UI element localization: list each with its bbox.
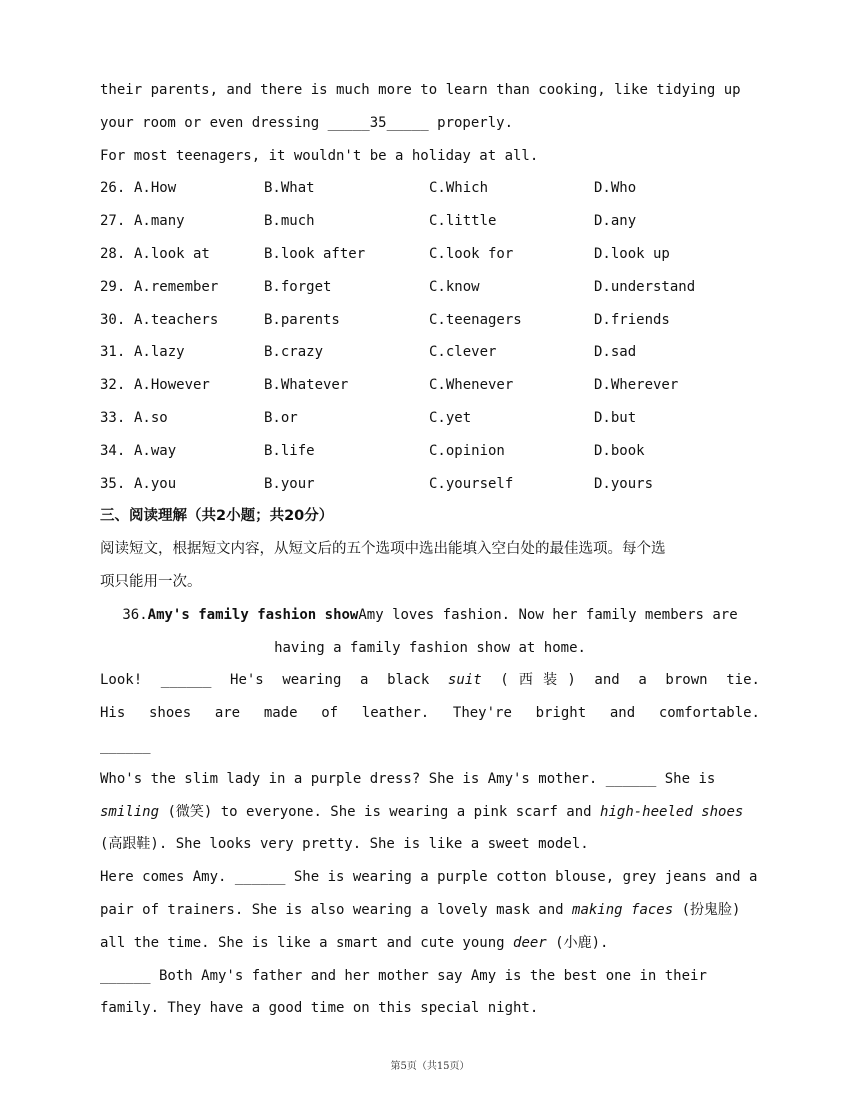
option-c: C.Whenever [429, 377, 514, 394]
paragraph-2-line-3: (高跟鞋). She looks very pretty. She is like a sweet model. [100, 836, 589, 853]
option-a: A.look at [134, 245, 210, 262]
paragraph-3-line-1: Here comes Amy. ______ She is wearing a purple cotton blouse, grey jeans and a [100, 869, 758, 886]
text: pair of trainers. She is also wearing a lovely mask and [100, 901, 573, 918]
text: all the time. She is like a smart and cute young [100, 934, 514, 951]
word: Look! [100, 672, 143, 689]
word-smiling: smiling [100, 803, 160, 820]
option-b: B.look after [264, 245, 366, 262]
document-page [100, 74, 760, 1025]
text: (小鹿). [546, 934, 609, 951]
section-heading: 三、阅读理解（共2小题；共20分） [100, 508, 334, 525]
option-c: C.look for [429, 245, 514, 262]
option-d: D.any [594, 213, 637, 230]
option-b: B.What [264, 180, 315, 197]
option-d: D.Who [594, 180, 637, 197]
question-number: 32. [100, 377, 126, 394]
option-b: B.your [264, 475, 315, 492]
option-row [100, 468, 760, 501]
option-c: C.know [429, 278, 480, 295]
word: wearing [282, 672, 342, 689]
option-d: D.yours [594, 475, 654, 492]
option-row [100, 238, 760, 271]
word: and [609, 705, 636, 722]
question-number: 34. [100, 442, 126, 459]
option-a: A.How [134, 180, 177, 197]
passage-title-line [100, 599, 760, 632]
option-a: A.teachers [134, 311, 219, 328]
option-d: D.look up [594, 245, 670, 262]
question-number: 31. [100, 344, 126, 361]
instructions-line-1: 阅读短文，根据短文内容，从短文后的五个选项中选出能填入空白处的最佳选项。每个选 [100, 541, 666, 558]
word: comfortable. [658, 705, 760, 722]
option-b: B.forget [264, 278, 332, 295]
answer-blank-line: ______ [100, 737, 151, 754]
option-a: A.so [134, 409, 168, 426]
word: brown [665, 672, 708, 689]
passage-title: Amy's family fashion show [147, 606, 359, 623]
options-list [100, 172, 760, 500]
word-deer: deer [513, 934, 547, 951]
option-a: A.lazy [134, 344, 185, 361]
option-c: C.clever [429, 344, 497, 361]
answer-blank: ______ [160, 672, 212, 689]
paragraph-3-line-3 [100, 927, 760, 960]
question-number: 35. [100, 475, 126, 492]
question-number: 30. [100, 311, 126, 328]
option-row [100, 369, 760, 402]
option-b: B.crazy [264, 344, 324, 361]
paragraph-4-line-2: family. They have a good time on this special night. [100, 1000, 539, 1017]
option-row [100, 435, 760, 468]
word: of [321, 705, 339, 722]
word: a [360, 672, 369, 689]
intro-line-3: For most teenagers, it wouldn't be a holiday at all. [100, 147, 539, 164]
word: a [638, 672, 647, 689]
option-b: B.Whatever [264, 377, 349, 394]
paragraph-4-line-1: ______ Both Amy's father and her mother say Amy is the best one in their [100, 967, 707, 984]
word: black [387, 672, 430, 689]
option-d: D.friends [594, 311, 670, 328]
word: shoes [148, 705, 192, 722]
option-row [100, 172, 760, 205]
option-c: C.little [429, 213, 497, 230]
intro-line-1: their parents, and there is much more to learn than cooking, like tidying up [100, 82, 741, 98]
word: bright [535, 705, 587, 722]
option-c: C.yet [429, 409, 472, 426]
question-number: 36. [122, 606, 148, 623]
gloss: (西装) [500, 672, 576, 689]
option-c: C.opinion [429, 442, 505, 459]
option-row [100, 271, 760, 304]
instructions-line-2: 项只能用一次。 [100, 573, 202, 590]
paragraph-3-line-2 [100, 894, 760, 927]
word: His [100, 705, 126, 722]
option-a: A.many [134, 213, 185, 230]
paragraph-1-line-1 [100, 664, 760, 697]
option-b: B.or [264, 409, 298, 426]
word: They're [452, 705, 512, 722]
question-number: 33. [100, 409, 126, 426]
word: leather. [361, 705, 430, 722]
option-c: C.teenagers [429, 311, 522, 328]
option-c: C.yourself [429, 475, 514, 492]
option-a: A.way [134, 442, 177, 459]
option-d: D.but [594, 409, 637, 426]
option-b: B.life [264, 442, 315, 459]
option-d: D.book [594, 442, 645, 459]
option-a: A.you [134, 475, 177, 492]
passage-title-line-2: having a family fashion show at home. [274, 639, 586, 656]
intro-line-2: your room or even dressing _____35_____ properly. [100, 114, 514, 131]
passage-title-rest: Amy loves fashion. Now her family members are [358, 606, 738, 623]
paragraph-1-line-2 [100, 697, 760, 730]
option-b: B.parents [264, 311, 340, 328]
option-d: D.sad [594, 344, 637, 361]
option-row [100, 205, 760, 238]
word: and [594, 672, 620, 689]
word-high-heeled-shoes: high-heeled shoes [600, 803, 744, 820]
word: made [263, 705, 298, 722]
word-making-faces: making faces [572, 901, 674, 918]
option-c: C.Which [429, 180, 489, 197]
option-a: A.remember [134, 278, 219, 295]
paragraph-2-line-1: Who's the slim lady in a purple dress? She is Amy's mother. ______ She is [100, 770, 716, 787]
paragraph-2-line-2 [100, 796, 760, 829]
question-number: 26. [100, 180, 126, 197]
option-b: B.much [264, 213, 315, 230]
option-row [100, 336, 760, 369]
word: He's [230, 672, 264, 689]
question-number: 29. [100, 278, 126, 295]
text: (扮鬼脸) [673, 901, 741, 918]
word: are [214, 705, 241, 722]
option-row [100, 304, 760, 337]
option-d: D.Wherever [594, 377, 679, 394]
text: (微笑) to everyone. She is wearing a pink scarf and [159, 803, 601, 820]
word-suit: suit [447, 672, 482, 689]
question-number: 27. [100, 213, 126, 230]
option-a: A.However [134, 377, 210, 394]
word: tie. [726, 672, 760, 689]
page-footer: 第5页（共15页） [390, 1061, 470, 1072]
question-number: 28. [100, 245, 126, 262]
option-d: D.understand [594, 278, 696, 295]
option-row [100, 402, 760, 435]
